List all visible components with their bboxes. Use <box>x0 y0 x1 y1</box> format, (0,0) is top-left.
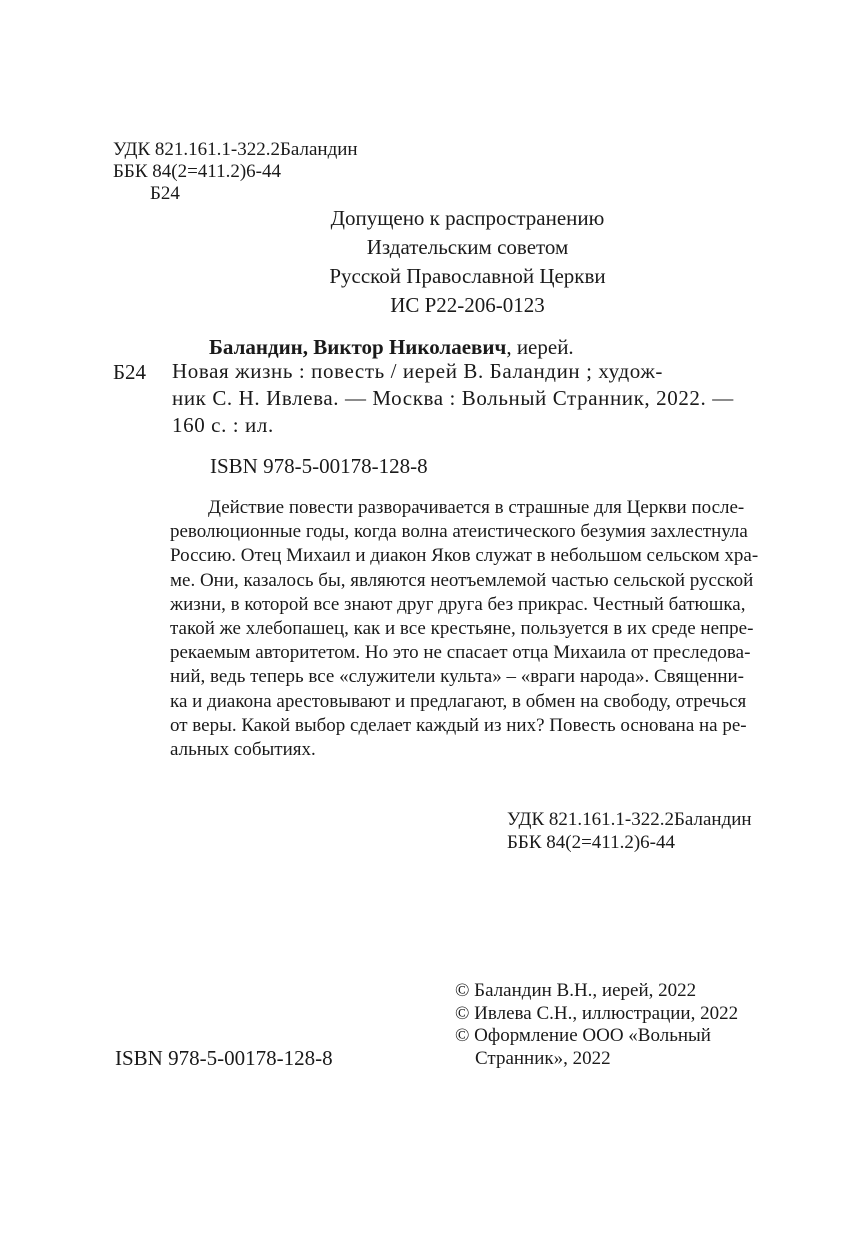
approval-line-1: Допущено к распространению <box>330 206 605 230</box>
bibliographic-description <box>172 358 762 439</box>
entry-line-1: Новая жизнь : повесть / иерей В. Баландин ; худож- <box>172 359 664 383</box>
annotation-line: такой же хлебопашец, как и все крестьяне, пользуется в их среде непре- <box>170 618 754 640</box>
udk-bottom: УДК 821.161.1-322.2Баландин <box>507 809 752 830</box>
author-suffix: , иерей. <box>506 335 574 359</box>
copyright-line-1: © Баландин В.Н., иерей, 2022 <box>455 980 697 1001</box>
annotation <box>170 496 762 762</box>
approval-line-3: Русской Православной Церкви <box>329 264 606 288</box>
bbk-top: ББК 84(2=411.2)6-44 <box>113 161 281 182</box>
copyright-line-2: © Ивлева С.Н., иллюстрации, 2022 <box>455 1002 739 1024</box>
entry-line-2: ник С. Н. Ивлева. — Москва : Вольный Странник, 2022. — <box>172 386 734 410</box>
annotation-line: ка и диакона арестовывают и предлагают, в обмен на свободу, отречься <box>170 690 747 712</box>
author-sign-top: Б24 <box>150 183 180 204</box>
annotation-line: рекаемым авторитетом. Но это не спасает отца Михаила от преследова- <box>170 642 751 664</box>
copyright-line-4: Странник», 2022 <box>475 1047 611 1069</box>
entry-line-3: 160 с. : ил. <box>172 413 274 437</box>
annotation-line: Россию. Отец Михаил и диакон Яков служат в небольшом сельском хра- <box>170 545 759 567</box>
annotation-line: от веры. Какой выбор сделает каждый из них? Повесть основана на ре- <box>170 714 747 736</box>
author-name: Баландин, Виктор Николаевич <box>209 335 507 359</box>
isbn-entry: ISBN 978-5-00178-128-8 <box>210 454 428 478</box>
author-sign-entry: Б24 <box>113 360 147 384</box>
annotation-line: альных событиях. <box>170 739 316 761</box>
approval-block <box>300 204 635 320</box>
annotation-line: жизни, в которой все знают друг друга без прикрас. Честный батюшка, <box>170 593 746 615</box>
annotation-line: ний, ведь теперь все «служители культа» – «враги народа». Священни- <box>170 666 744 688</box>
approval-line-2: Издательским советом <box>366 235 569 259</box>
annotation-line: Действие повести разворачивается в страшные для Церкви после- <box>208 497 745 518</box>
udk-top: УДК 821.161.1-322.2Баландин <box>113 139 358 160</box>
copyright-block <box>455 980 738 1070</box>
approval-line-4: ИС Р22-206-0123 <box>390 293 545 317</box>
annotation-line: ме. Они, казалось бы, являются неотъемлемой частью сельской русской <box>170 569 754 591</box>
annotation-line: революционные годы, когда волна атеистического безумия захлестнула <box>170 521 748 543</box>
bbk-bottom: ББК 84(2=411.2)6-44 <box>507 832 675 853</box>
copyright-line-3: © Оформление ООО «Вольный <box>455 1025 711 1046</box>
isbn-bottom: ISBN 978-5-00178-128-8 <box>115 1046 333 1070</box>
